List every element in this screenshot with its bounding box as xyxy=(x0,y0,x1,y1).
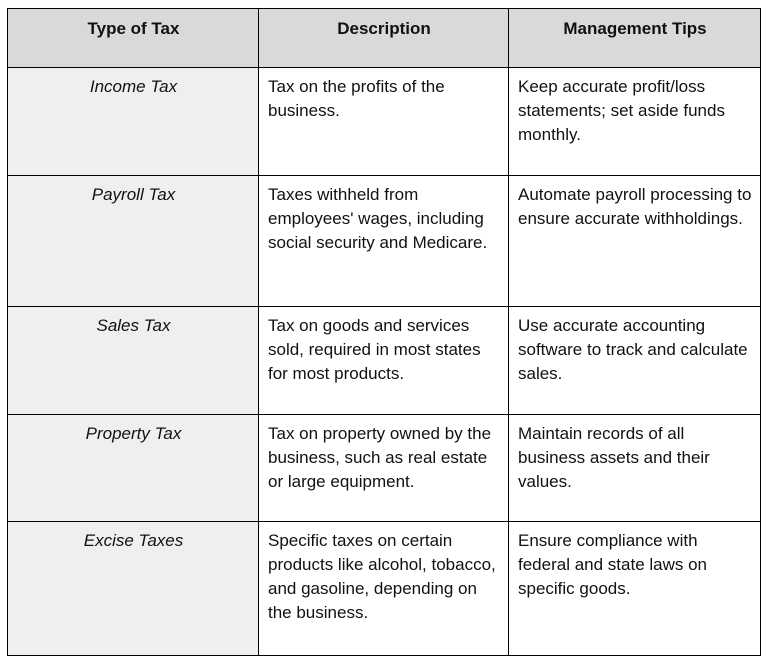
table-row xyxy=(8,415,761,522)
tips-cell: Maintain records of all business assets and their values. xyxy=(509,415,761,522)
tax-type-cell: Sales Tax xyxy=(8,307,259,415)
header-description: Description xyxy=(259,9,509,68)
header-management-tips: Management Tips xyxy=(509,9,761,68)
tax-type-cell: Income Tax xyxy=(8,68,259,176)
table-row xyxy=(8,176,761,307)
tax-type-cell: Property Tax xyxy=(8,415,259,522)
header-type-of-tax: Type of Tax xyxy=(8,9,259,68)
description-cell: Taxes withheld from employees' wages, including social security and Medicare. xyxy=(259,176,509,307)
tips-cell: Automate payroll processing to ensure accurate withholdings. xyxy=(509,176,761,307)
description-cell: Tax on goods and services sold, required in most states for most products. xyxy=(259,307,509,415)
table-row xyxy=(8,522,761,656)
tips-cell: Use accurate accounting software to track and calculate sales. xyxy=(509,307,761,415)
tax-type-cell: Excise Taxes xyxy=(8,522,259,656)
header-row xyxy=(8,9,761,68)
table-row xyxy=(8,307,761,415)
tax-types-table xyxy=(7,8,761,656)
tips-cell: Ensure compliance with federal and state laws on specific goods. xyxy=(509,522,761,656)
table-row xyxy=(8,68,761,176)
tax-type-cell: Payroll Tax xyxy=(8,176,259,307)
description-cell: Tax on property owned by the business, such as real estate or large equipment. xyxy=(259,415,509,522)
tips-cell: Keep accurate profit/loss statements; set aside funds monthly. xyxy=(509,68,761,176)
description-cell: Specific taxes on certain products like alcohol, tobacco, and gasoline, depending on the business. xyxy=(259,522,509,656)
description-cell: Tax on the profits of the business. xyxy=(259,68,509,176)
